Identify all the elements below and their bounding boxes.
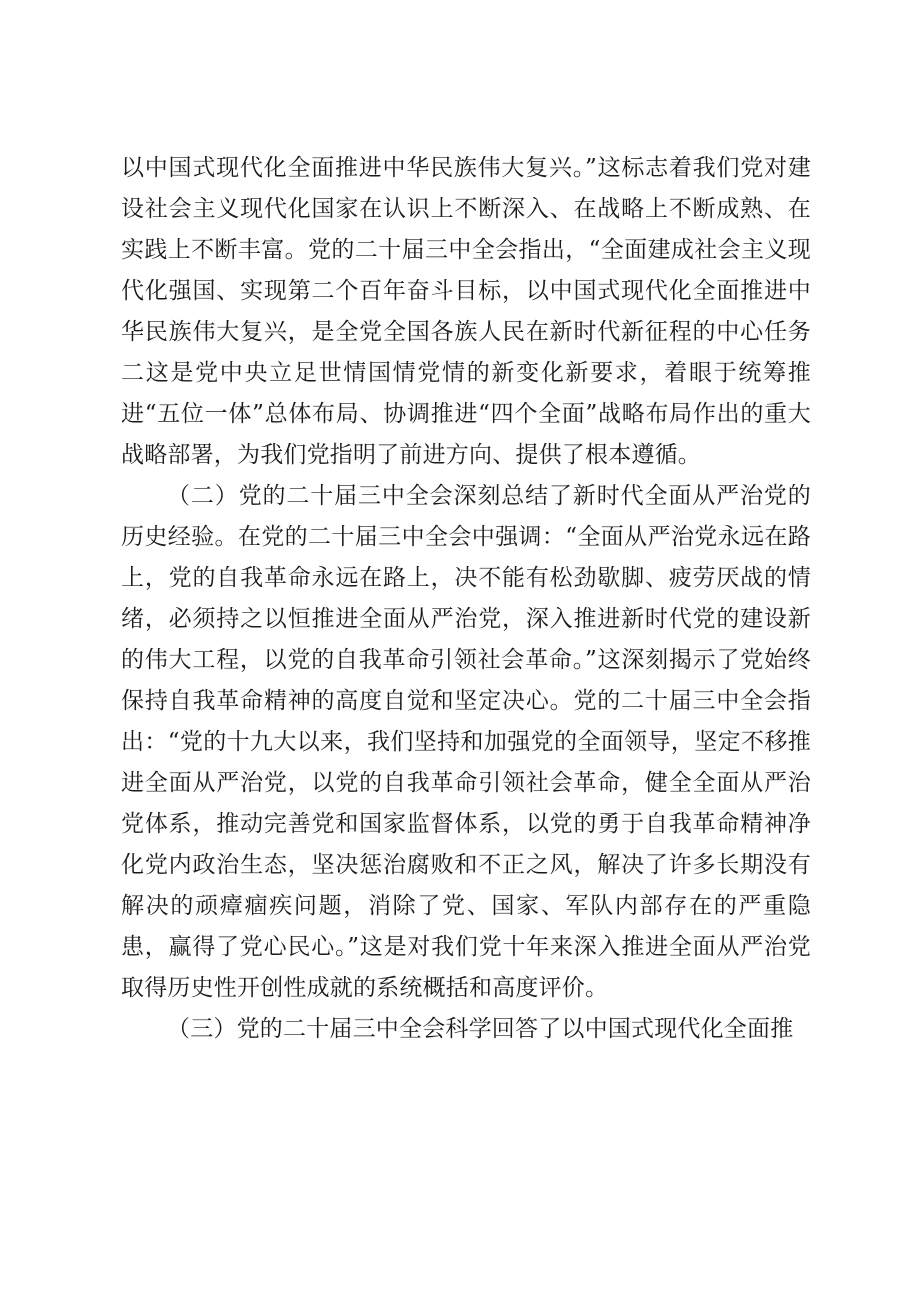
- paragraph-section-three: （三）党的二十届三中全会科学回答了以中国式现代化全面推: [167, 1016, 794, 1042]
- paragraph-section-two: （二）党的二十届三中全会深刻总结了新时代全面从严治党的历史经验。在党的二十届三中全会中强调：“全面从严治党永远在路上，党的自我革命永远在路上，决不能有松劲歇脚、疲劳厌战的情绪，必须持之以恒推进全面从严治党，深入推进新时代党的建设新的伟大工程，以党的自我革命引领社会革命。”这深刻揭示了党始终保持自我革命精神的高度自觉和坚定决心。党的二十届三中全会指出：“党的十九大以来，我们坚持和加强党的全面领导，坚定不移推进全面从严治党，以党的自我革命引领社会革命，健全全面从严治党体系，推动完善党和国家监督体系，以党的勇于自我革命精神净化党内政治生态，坚决惩治腐败和不正之风，解决了许多长期没有解决的顽瘴痼疾问题，消除了党、国家、军队内部存在的严重隐患，赢得了党心民心。”这是对我们党十年来深入推进全面从严治党取得历史性开创性成就的系统概括和高度评价。: [121, 483, 811, 1001]
- paragraph-continuation: 以中国式现代化全面推进中华民族伟大复兴。”这标志着我们党对建设社会主义现代化国家在认识上不断深入、在战略上不断成熟、在实践上不断丰富。党的二十届三中全会指出，“全面建成社会主义现代化强国、实现第二个百年奋斗目标，以中国式现代化全面推进中华民族伟大复兴，是全党全国各族人民在新时代新征程的中心任务二这是党中央立足世情国情党情的新变化新要求，着眼于统筹推进“五位一体”总体布局、协调推进“四个全面”战略布局作出的重大战略部署，为我们党指明了前进方向、提供了根本遵循。: [121, 155, 811, 468]
- document-body: [121, 148, 811, 1050]
